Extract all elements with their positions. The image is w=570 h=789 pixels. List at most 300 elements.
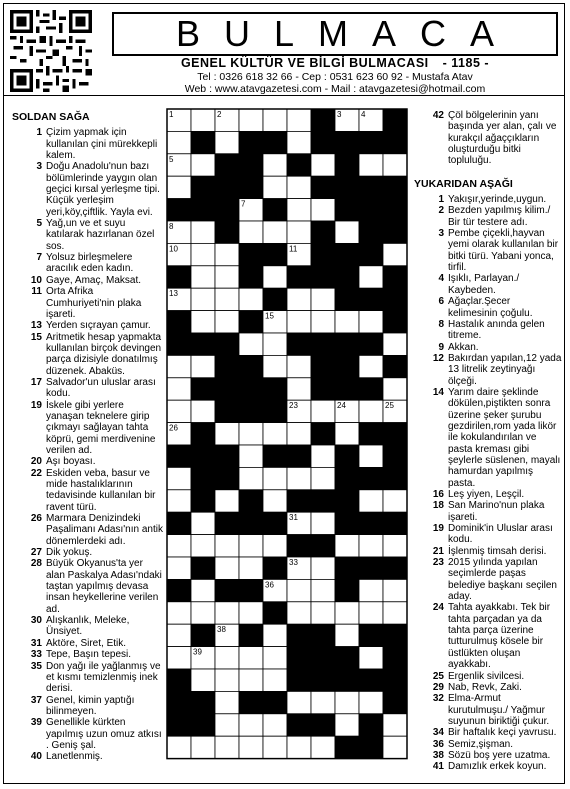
- grid-cell[interactable]: [359, 602, 383, 624]
- grid-cell-black: [263, 400, 287, 422]
- grid-cell-black: [359, 624, 383, 646]
- clue-number: 41: [432, 761, 444, 773]
- grid-cell[interactable]: [167, 736, 191, 758]
- grid-cell-black: [191, 199, 215, 221]
- grid-cell[interactable]: [287, 311, 311, 333]
- grid-cell[interactable]: [287, 736, 311, 758]
- clue-number: 20: [30, 456, 42, 468]
- grid-cell-black: [311, 535, 335, 557]
- clue-item: [414, 319, 562, 342]
- grid-cell[interactable]: [215, 243, 239, 265]
- grid-cell[interactable]: [359, 490, 383, 512]
- clue-text: İskele gibi yerlere yanaşan teknelere girip çıkmayı sağlayan tahta köprü, gemi merdivenine verilen ad.: [46, 399, 156, 456]
- clue-text: Elma-Armut kurutulmuşu./ Yağmur suyunun biriktiği çukur.: [448, 693, 550, 727]
- subtitle: [112, 56, 558, 70]
- clue-text: Marmara Denizindeki Paşalimanı Adası'nın antik dönemlerdeki adı.: [46, 513, 163, 547]
- clue-number: 10: [30, 274, 42, 286]
- grid-cell[interactable]: [239, 333, 263, 355]
- grid-cell[interactable]: [215, 131, 239, 153]
- clue-number: 17: [30, 376, 42, 388]
- clue-number: 42: [432, 110, 444, 121]
- cell-number: 23: [289, 401, 298, 411]
- clue-item: [12, 513, 164, 547]
- clue-item: [414, 671, 562, 682]
- grid-cell-black: [335, 647, 359, 669]
- clue-text: Gaye, Amaç, Maksat.: [46, 274, 142, 286]
- grid-cell[interactable]: [167, 467, 191, 489]
- grid-cell[interactable]: [335, 602, 359, 624]
- clue-number: 13: [30, 320, 42, 332]
- grid-cell-black: [215, 199, 239, 221]
- clue-text: Ağaçlar.Şecer kelimesinin çoğulu.: [448, 296, 533, 319]
- clue-number: 24: [432, 602, 444, 614]
- subtitle-text: GENEL KÜLTÜR VE BİLGİ BULMACASI: [180, 56, 429, 70]
- clue-number: 25: [432, 670, 444, 682]
- grid-cell-black: [335, 288, 359, 310]
- grid-cell-black: [191, 378, 215, 400]
- grid-cell-black: [359, 288, 383, 310]
- grid-cell[interactable]: [383, 490, 407, 512]
- clue-item: [414, 342, 562, 353]
- clue-text: Damızlık erkek koyun.: [448, 761, 547, 773]
- grid-cell[interactable]: [263, 467, 287, 489]
- grid-cell[interactable]: [215, 691, 239, 713]
- grid-cell-black: [263, 445, 287, 467]
- grid-cell[interactable]: [359, 311, 383, 333]
- grid-cell[interactable]: [263, 647, 287, 669]
- clue-number: 2: [438, 205, 444, 217]
- grid-cell[interactable]: [287, 378, 311, 400]
- grid-cell-black: [239, 266, 263, 288]
- grid-cell-black: [167, 691, 191, 713]
- grid-cell[interactable]: [383, 378, 407, 400]
- grid-cell[interactable]: [311, 311, 335, 333]
- grid-cell-black: [359, 512, 383, 534]
- clue-text: Işıklı, Parlayan./ Kaybeden.: [448, 273, 520, 296]
- clue-number: 36: [432, 738, 444, 750]
- clue-item: [12, 332, 164, 377]
- grid-cell[interactable]: [263, 490, 287, 512]
- clue-text: Yakışır,yerinde,uygun.: [448, 194, 547, 206]
- grid-cell[interactable]: [383, 333, 407, 355]
- grid-cell[interactable]: [311, 400, 335, 422]
- grid-cell-black: [167, 199, 191, 221]
- grid-cell[interactable]: [383, 579, 407, 601]
- grid-cell[interactable]: [383, 535, 407, 557]
- grid-cell-black: [239, 131, 263, 153]
- grid-cell[interactable]: [359, 355, 383, 377]
- grid-cell-black: [215, 154, 239, 176]
- grid-cell[interactable]: [287, 288, 311, 310]
- grid-cell-black: [191, 714, 215, 736]
- grid-cell-black: [263, 691, 287, 713]
- grid-cell[interactable]: [167, 557, 191, 579]
- cell-number: 28: [217, 468, 226, 478]
- grid-cell-black: [215, 333, 239, 355]
- clue-item: [414, 489, 562, 500]
- clue-item: [12, 161, 164, 218]
- cell-number: 6: [289, 154, 294, 164]
- clue-number: 31: [30, 637, 42, 649]
- clue-item: [12, 638, 164, 649]
- grid-cell-black: [335, 669, 359, 691]
- clue-text: Aritmetik hesap yapmakta kullanılan birçok devingen parça dizisiyle donatılmış düzenek. Abaküs.: [46, 331, 162, 377]
- grid-cell-black: [383, 445, 407, 467]
- grid-cell-black: [383, 691, 407, 713]
- grid-cell[interactable]: [167, 647, 191, 669]
- grid-cell[interactable]: [191, 311, 215, 333]
- clue-text: Tahta ayakkabı. Tek bir tahta parçadan ya da tahta parça üzerine tutturulmuş kösele bir üstlükten oluşan ayakkabı.: [448, 602, 551, 671]
- grid-cell[interactable]: [287, 176, 311, 198]
- grid-cell[interactable]: [167, 378, 191, 400]
- grid-cell[interactable]: [287, 199, 311, 221]
- contact-phone-line: Tel : 0326 618 32 66 - Cep : 0531 623 60 92 - Mustafa Atav: [197, 71, 473, 83]
- clue-number: 1: [438, 194, 444, 206]
- grid-cell-black: [191, 445, 215, 467]
- grid-cell-black: [335, 445, 359, 467]
- grid-cell-black: [359, 557, 383, 579]
- clue-text: Dik yokuş.: [46, 547, 93, 559]
- cell-number: 36: [265, 580, 274, 590]
- grid-cell-black: [287, 490, 311, 512]
- cell-number: 10: [169, 244, 178, 254]
- clue-number: 5: [36, 218, 42, 230]
- grid-cell[interactable]: [239, 714, 263, 736]
- grid-cell-black: [215, 400, 239, 422]
- grid-cell-black: [359, 669, 383, 691]
- grid-cell-black: [359, 131, 383, 153]
- clue-number: 19: [30, 399, 42, 411]
- clue-text: Tepe, Başın tepesi.: [46, 649, 132, 661]
- grid-cell[interactable]: [287, 131, 311, 153]
- clue-item: [414, 727, 562, 738]
- clue-text: Yarım daire şeklinde dökülen,piştikten sonra üzerine şeker şurubu gezdirilen,rom yada likör ile kokulandırılan ve pasta kreması gibi şeylerle süslenen, mayalı hamurdan yapılmış pasta.: [448, 386, 561, 489]
- grid-cell[interactable]: [167, 624, 191, 646]
- grid-cell[interactable]: [167, 535, 191, 557]
- clue-item: [414, 110, 562, 167]
- clue-item: [12, 717, 164, 751]
- down-clues: [414, 110, 562, 773]
- grid-cell-black: [167, 266, 191, 288]
- cell-number: 3: [337, 110, 342, 119]
- across-clues: [12, 112, 164, 763]
- grid-cell[interactable]: [263, 423, 287, 445]
- grid-cell[interactable]: [239, 109, 263, 131]
- grid-cell-black: [335, 176, 359, 198]
- clue-number: 3: [438, 228, 444, 240]
- grid-cell[interactable]: [215, 288, 239, 310]
- grid-cell[interactable]: [191, 736, 215, 758]
- grid-cell[interactable]: [191, 288, 215, 310]
- grid-cell-black: [383, 109, 407, 131]
- grid-cell[interactable]: [359, 266, 383, 288]
- grid-cell[interactable]: [263, 109, 287, 131]
- clue-item: [414, 500, 562, 523]
- grid-cell-black: [335, 355, 359, 377]
- grid-cell-black: [215, 445, 239, 467]
- grid-cell[interactable]: [191, 154, 215, 176]
- grid-cell[interactable]: [311, 445, 335, 467]
- grid-cell[interactable]: [215, 736, 239, 758]
- grid-cell[interactable]: [191, 579, 215, 601]
- clue-number: 16: [432, 489, 444, 500]
- cell-number: 21: [241, 378, 250, 388]
- grid-cell-black: [359, 736, 383, 758]
- grid-cell-black: [191, 624, 215, 646]
- grid-cell-black: [239, 311, 263, 333]
- grid-cell-black: [335, 467, 359, 489]
- grid-cell[interactable]: [263, 714, 287, 736]
- grid-cell[interactable]: [239, 535, 263, 557]
- grid-cell[interactable]: [239, 221, 263, 243]
- page-title: BULMACA: [175, 13, 519, 54]
- grid-cell[interactable]: [287, 423, 311, 445]
- grid-cell[interactable]: [335, 423, 359, 445]
- grid-cell-black: [287, 669, 311, 691]
- grid-cell[interactable]: [359, 691, 383, 713]
- grid-cell[interactable]: [335, 624, 359, 646]
- grid-cell[interactable]: [191, 266, 215, 288]
- cell-number: 13: [169, 289, 178, 299]
- clue-item: [414, 693, 562, 727]
- grid-cell[interactable]: [335, 221, 359, 243]
- grid-cell[interactable]: [167, 400, 191, 422]
- clue-item: [414, 761, 562, 772]
- cell-number: 22: [241, 401, 250, 411]
- grid-cell[interactable]: [167, 131, 191, 153]
- clue-text: Çizim yapmak için kullanılan çini mürekkepli kalem.: [46, 127, 158, 162]
- grid-cell[interactable]: [311, 288, 335, 310]
- grid-cell[interactable]: [239, 669, 263, 691]
- grid-cell[interactable]: [263, 669, 287, 691]
- clue-item: [12, 456, 164, 467]
- grid-cell[interactable]: [191, 243, 215, 265]
- grid-cell[interactable]: [191, 221, 215, 243]
- clue-number: 35: [30, 660, 42, 672]
- grid-cell[interactable]: [263, 176, 287, 198]
- clue-text: Çöl bölgelerinin yanı başında yer alan, çalı ve kurakçıl ağaççıkların oluşturduğu bitki topluluğu.: [448, 110, 557, 167]
- clue-text: Lanetlenmiş.: [46, 751, 103, 763]
- grid-cell[interactable]: [359, 579, 383, 601]
- clue-text: Bir haftalık keçi yavrusu.: [448, 727, 557, 739]
- grid-cell[interactable]: [215, 490, 239, 512]
- cell-number: 15: [265, 311, 274, 321]
- grid-cell[interactable]: [263, 221, 287, 243]
- cell-number: 32: [385, 513, 394, 523]
- grid-cell-black: [335, 154, 359, 176]
- grid-cell[interactable]: [311, 467, 335, 489]
- grid-cell[interactable]: [335, 714, 359, 736]
- grid-cell[interactable]: [383, 602, 407, 624]
- grid-cell[interactable]: [335, 311, 359, 333]
- clue-item: [12, 661, 164, 695]
- header-divider: [3, 95, 565, 96]
- grid-cell[interactable]: [215, 557, 239, 579]
- grid-cell-black: [239, 691, 263, 713]
- clue-text: Eskiden veba, basur ve mide hastalıklarının tedavisinde kullanılan bir ravent türü.: [46, 467, 156, 513]
- grid-cell[interactable]: [263, 355, 287, 377]
- grid-cell[interactable]: [311, 199, 335, 221]
- grid-cell[interactable]: [239, 467, 263, 489]
- grid-cell-black: [359, 378, 383, 400]
- clue-text: Dominik'in Uluslar arası kodu.: [448, 523, 553, 546]
- grid-cell[interactable]: [287, 691, 311, 713]
- grid-cell[interactable]: [191, 355, 215, 377]
- grid-cell[interactable]: [215, 714, 239, 736]
- grid-cell[interactable]: [359, 154, 383, 176]
- grid-cell-black: [311, 333, 335, 355]
- grid-cell[interactable]: [287, 467, 311, 489]
- grid-cell[interactable]: [263, 333, 287, 355]
- grid-cell[interactable]: [191, 535, 215, 557]
- grid-cell[interactable]: [191, 512, 215, 534]
- grid-cell-black: [359, 199, 383, 221]
- grid-cell[interactable]: [311, 557, 335, 579]
- grid-cell[interactable]: [239, 445, 263, 467]
- clue-number: 9: [438, 341, 444, 353]
- grid-cell[interactable]: [263, 266, 287, 288]
- title-box: [112, 12, 558, 56]
- cell-number: 8: [169, 222, 174, 231]
- grid-cell[interactable]: [167, 490, 191, 512]
- grid-cell[interactable]: [239, 602, 263, 624]
- clue-item: [12, 286, 164, 320]
- clue-item: [12, 377, 164, 400]
- grid-cell-black: [191, 176, 215, 198]
- cell-number: 11: [289, 244, 298, 254]
- grid-cell-black: [335, 333, 359, 355]
- grid-cell-black: [239, 579, 263, 601]
- grid-cell[interactable]: [239, 288, 263, 310]
- grid-cell[interactable]: [335, 691, 359, 713]
- grid-cell[interactable]: [287, 221, 311, 243]
- clue-number: 34: [432, 727, 444, 739]
- grid-cell[interactable]: [311, 154, 335, 176]
- clue-text: Yağ,un ve et suyu katılarak hazırlanan özel sos.: [46, 218, 155, 252]
- grid-cell-black: [335, 199, 359, 221]
- grid-cell-black: [383, 467, 407, 489]
- grid-cell-black: [263, 378, 287, 400]
- qr-code-icon: [10, 10, 92, 92]
- grid-cell[interactable]: [311, 736, 335, 758]
- grid-cell[interactable]: [287, 579, 311, 601]
- grid-cell[interactable]: [287, 602, 311, 624]
- clue-item: [12, 649, 164, 660]
- grid-cell-black: [359, 221, 383, 243]
- grid-cell-black: [383, 288, 407, 310]
- clue-number: 39: [30, 717, 42, 729]
- grid-cell[interactable]: [263, 154, 287, 176]
- cell-number: 18: [361, 334, 370, 343]
- grid-cell[interactable]: [359, 400, 383, 422]
- grid-cell-black: [335, 243, 359, 265]
- grid-cell[interactable]: [167, 355, 191, 377]
- grid-cell[interactable]: [215, 602, 239, 624]
- clue-number: 18: [432, 500, 444, 512]
- clue-text: Nab, Revk, Zaki.: [448, 681, 522, 693]
- cell-number: 19: [313, 356, 322, 366]
- grid-cell[interactable]: [215, 535, 239, 557]
- grid-cell[interactable]: [215, 311, 239, 333]
- grid-cell-black: [239, 154, 263, 176]
- cell-number: 30: [169, 513, 178, 523]
- grid-cell-black: [263, 131, 287, 153]
- grid-cell[interactable]: [335, 535, 359, 557]
- grid-cell[interactable]: [167, 602, 191, 624]
- grid-cell[interactable]: [215, 423, 239, 445]
- clue-text: Yerden sıçrayan çamur.: [46, 320, 151, 332]
- grid-cell[interactable]: [215, 266, 239, 288]
- grid-cell-black: [335, 266, 359, 288]
- grid-cell-black: [287, 535, 311, 557]
- clue-number: 32: [432, 693, 444, 705]
- grid-cell[interactable]: [311, 602, 335, 624]
- grid-cell[interactable]: [239, 736, 263, 758]
- grid-cell[interactable]: [215, 647, 239, 669]
- clue-number: 3: [36, 161, 42, 173]
- grid-cell[interactable]: [239, 423, 263, 445]
- cell-number: 33: [289, 558, 298, 567]
- grid-cell[interactable]: [359, 445, 383, 467]
- grid-cell[interactable]: [359, 647, 383, 669]
- grid-cell[interactable]: [287, 109, 311, 131]
- cell-number: 26: [169, 423, 178, 433]
- grid-cell[interactable]: [383, 714, 407, 736]
- grid-cell-black: [311, 109, 335, 131]
- grid-cell-black: [359, 176, 383, 198]
- grid-cell[interactable]: [311, 691, 335, 713]
- clue-item: [414, 602, 562, 670]
- grid-cell[interactable]: [191, 669, 215, 691]
- cell-number: 40: [313, 647, 322, 657]
- grid-cell[interactable]: [215, 669, 239, 691]
- clue-item: [414, 750, 562, 761]
- grid-cell[interactable]: [239, 647, 263, 669]
- grid-cell[interactable]: [383, 736, 407, 758]
- clue-item: [12, 127, 164, 161]
- grid-cell-black: [383, 311, 407, 333]
- cell-number: 20: [217, 378, 226, 388]
- grid-cell-black: [383, 221, 407, 243]
- grid-cell[interactable]: [191, 400, 215, 422]
- grid-cell[interactable]: [167, 176, 191, 198]
- clue-text: Ergenlik sivilcesi.: [448, 670, 525, 682]
- clue-item: [414, 353, 562, 387]
- grid-cell[interactable]: [311, 512, 335, 534]
- grid-cell[interactable]: [383, 243, 407, 265]
- cell-number: 37: [265, 602, 274, 612]
- clue-item: [12, 615, 164, 638]
- clue-text: Akkan.: [448, 341, 479, 353]
- grid-cell-black: [311, 624, 335, 646]
- clue-number: 4: [438, 273, 444, 285]
- grid-cell[interactable]: [191, 602, 215, 624]
- grid-cell[interactable]: [287, 355, 311, 377]
- grid-cell[interactable]: [383, 154, 407, 176]
- clue-item: [12, 275, 164, 286]
- grid-cell[interactable]: [263, 624, 287, 646]
- grid-cell[interactable]: [263, 535, 287, 557]
- grid-cell[interactable]: [191, 109, 215, 131]
- grid-cell[interactable]: [239, 557, 263, 579]
- grid-cell-black: [239, 512, 263, 534]
- grid-cell[interactable]: [263, 736, 287, 758]
- grid-cell[interactable]: [311, 579, 335, 601]
- grid-cell-black: [287, 266, 311, 288]
- grid-cell[interactable]: [359, 535, 383, 557]
- crossword-grid: [166, 108, 408, 760]
- grid-cell-black: [335, 490, 359, 512]
